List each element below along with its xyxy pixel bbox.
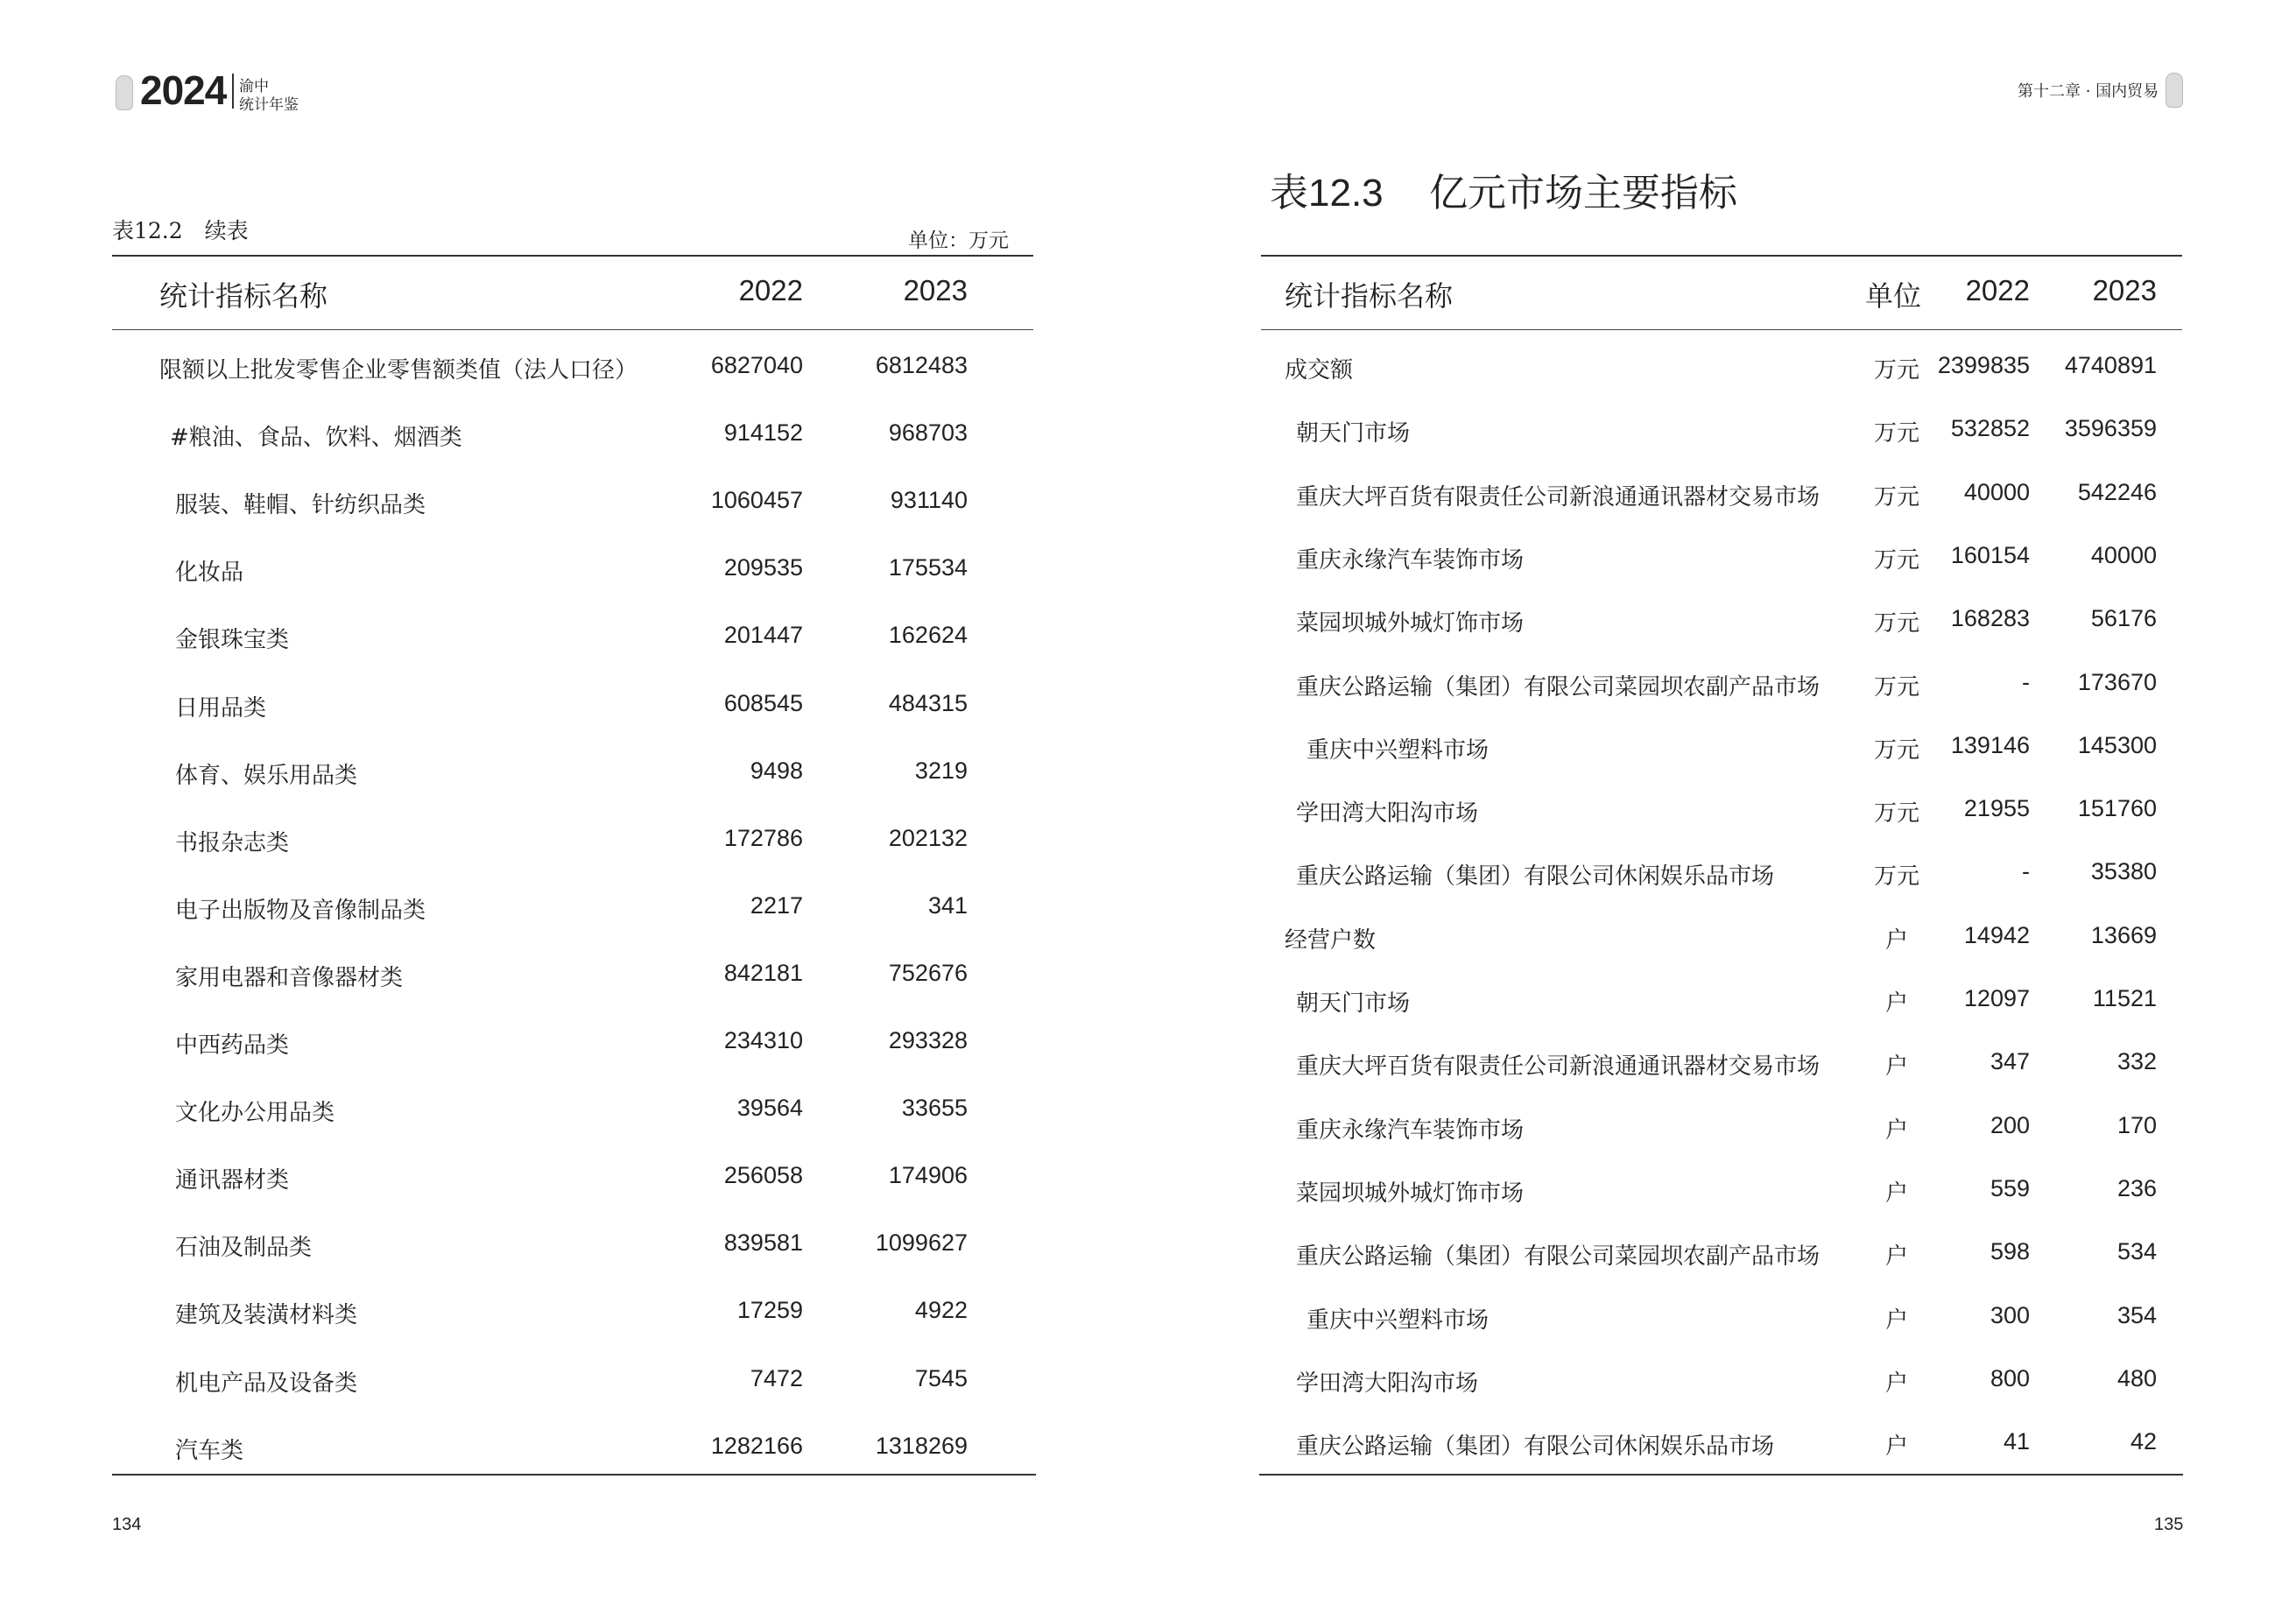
left-row-label: 中西药品类 [175,1032,290,1059]
right-row-label: 学田湾大阳沟市场 [1296,1370,1479,1397]
left-row-label: 文化办公用品类 [175,1100,335,1126]
right-row-2022: 168283 [1950,605,2030,631]
right-row-unit: 户 [1884,990,1908,1017]
yearbook-name-line1: 渝中 [239,78,269,95]
right-row-2023: 35380 [2090,858,2157,884]
right-row-2023: 151760 [2077,795,2157,821]
left-row-2022: 608545 [723,690,803,716]
left-table-unit: 单位：万元 [908,229,1009,252]
right-row-unit: 户 [1884,1053,1908,1080]
right-row-label: 菜园坝城外城灯饰市场 [1296,610,1525,637]
yearbook-year: 2024 [140,67,227,113]
left-row-2022: 172786 [723,825,803,851]
left-table-header-rule [112,329,1033,330]
right-row-2023: 173670 [2077,669,2157,695]
yearbook-name-line2: 统计年鉴 [239,96,299,114]
left-row-2022: 201447 [723,622,803,648]
right-row-2022: 598 [1990,1238,2030,1264]
left-row-2022: 842181 [723,960,803,986]
right-header-indicator: 统计指标名称 [1285,279,1454,313]
right-row-unit: 户 [1884,927,1908,954]
right-row-2022: 14942 [1963,922,2030,948]
left-table-caption: 表12.2 续表 [112,218,249,243]
right-row-label: 重庆大坪百货有限责任公司新浪通通讯器材交易市场 [1296,1053,1821,1080]
yearbook-logo-icon [116,75,133,110]
left-header-indicator: 统计指标名称 [159,279,328,313]
right-header-2022: 2022 [1965,274,2030,306]
right-table-header-rule [1261,329,2182,330]
right-row-2022: 12097 [1963,985,2030,1011]
right-table-top-rule [1261,255,2182,257]
left-row-2023: 6812483 [875,352,968,378]
right-row-label: 经营户数 [1285,927,1377,954]
left-row-2022: 17259 [736,1297,803,1323]
right-header-2023: 2023 [2092,274,2157,306]
right-row-2022: 532852 [1950,415,2030,441]
right-row-label: 成交额 [1285,357,1354,384]
right-row-2023: 145300 [2077,732,2157,758]
right-row-2022: - [2022,858,2030,884]
right-row-label: 重庆永缘汽车装饰市场 [1296,1117,1525,1144]
right-row-2023: 11521 [2092,985,2157,1011]
left-row-label: #粮油、食品、饮料、烟酒类 [170,425,462,451]
left-row-2022: 7472 [750,1365,803,1391]
left-row-2023: 341 [927,892,968,919]
right-table-title: 亿元市场主要指标 [1429,171,1737,215]
right-row-label: 菜园坝城外城灯饰市场 [1296,1180,1525,1207]
right-row-unit: 万元 [1873,420,1919,447]
left-header-2022: 2022 [738,274,803,306]
left-row-2022: 2217 [750,892,803,919]
right-row-label: 学田湾大阳沟市场 [1296,800,1479,827]
right-row-unit: 万元 [1873,610,1919,637]
right-row-2023: 534 [2116,1238,2157,1264]
left-row-2022: 39564 [736,1095,803,1121]
right-header-unit: 单位 [1865,279,1922,313]
left-row-label: 通讯器材类 [175,1167,290,1194]
left-row-label: 建筑及装潢材料类 [175,1302,358,1328]
left-row-2023: 162624 [888,622,968,648]
chapter-logo-icon [2166,73,2183,108]
right-row-label: 重庆公路运输（集团）有限公司休闲娱乐品市场 [1296,863,1775,890]
left-row-label: 石油及制品类 [175,1235,313,1261]
right-row-2023: 236 [2116,1175,2157,1201]
right-row-unit: 万元 [1873,484,1919,511]
left-table-bottom-rule [112,1474,1036,1476]
left-row-2022: 9498 [750,757,803,784]
left-row-2022: 234310 [723,1027,803,1053]
right-row-2022: 200 [1990,1112,2030,1138]
left-row-label: 金银珠宝类 [175,627,290,653]
right-row-unit: 万元 [1873,737,1919,764]
left-row-2023: 7545 [914,1365,968,1391]
right-row-label: 重庆公路运输（集团）有限公司菜园坝农副产品市场 [1296,674,1821,701]
left-row-2023: 1318269 [875,1433,968,1459]
left-row-2023: 202132 [888,825,968,851]
right-row-2023: 332 [2116,1048,2157,1074]
right-row-2022: 21955 [1963,795,2030,821]
right-row-2023: 3596359 [2064,415,2157,441]
page-number-right: 135 [2154,1515,2184,1534]
right-row-label: 重庆公路运输（集团）有限公司菜园坝农副产品市场 [1296,1243,1821,1270]
right-row-unit: 万元 [1873,547,1919,574]
left-row-2023: 484315 [888,690,968,716]
left-row-2022: 1060457 [710,487,803,513]
left-row-2023: 175534 [888,554,968,581]
right-row-label: 重庆公路运输（集团）有限公司休闲娱乐品市场 [1296,1433,1775,1460]
left-row-2023: 752676 [888,960,968,986]
right-row-2023: 170 [2116,1112,2157,1138]
header-divider [232,74,234,109]
right-row-unit: 万元 [1873,863,1919,890]
left-row-label: 汽车类 [175,1438,244,1464]
right-row-2022: 347 [1990,1048,2030,1074]
right-row-unit: 户 [1884,1243,1908,1270]
left-row-label: 体育、娱乐用品类 [175,763,358,789]
left-row-label: 限额以上批发零售企业零售额类值（法人口径） [159,357,638,384]
right-row-unit: 万元 [1873,800,1919,827]
left-row-2022: 839581 [723,1229,803,1256]
right-row-2023: 56176 [2090,605,2157,631]
right-row-unit: 户 [1884,1370,1908,1397]
right-row-2023: 42 [2130,1428,2157,1455]
left-row-2023: 293328 [888,1027,968,1053]
right-row-unit: 户 [1884,1180,1908,1207]
right-row-label: 朝天门市场 [1296,990,1411,1017]
left-row-2023: 4922 [914,1297,968,1323]
left-row-2023: 174906 [888,1162,968,1188]
left-row-label: 家用电器和音像器材类 [175,965,404,991]
right-row-2023: 4740891 [2064,352,2157,378]
right-row-2023: 542246 [2077,479,2157,505]
right-row-2023: 480 [2116,1365,2157,1391]
right-row-2023: 40000 [2090,542,2157,568]
right-table-bottom-rule [1259,1474,2183,1476]
left-row-2023: 931140 [890,487,968,513]
left-row-2022: 256058 [723,1162,803,1188]
right-row-2022: 300 [1990,1302,2030,1328]
right-row-unit: 万元 [1873,357,1919,384]
right-table-title-number: 表12.3 [1270,172,1384,215]
left-row-label: 日用品类 [175,695,267,722]
right-row-2023: 13669 [2090,922,2157,948]
left-row-2022: 1282166 [710,1433,803,1459]
left-row-2023: 968703 [888,419,968,446]
left-row-2022: 209535 [723,554,803,581]
left-row-label: 化妆品 [175,560,244,586]
left-row-2022: 6827040 [710,352,803,378]
left-row-label: 机电产品及设备类 [175,1370,358,1397]
right-row-label: 重庆中兴塑料市场 [1306,737,1490,764]
left-row-2023: 1099627 [875,1229,968,1256]
right-row-unit: 万元 [1873,674,1919,701]
page-number-left: 134 [112,1515,142,1534]
left-row-2023: 33655 [901,1095,968,1121]
right-row-2022: - [2022,669,2030,695]
right-row-label: 重庆中兴塑料市场 [1306,1307,1490,1334]
right-row-label: 重庆大坪百货有限责任公司新浪通通讯器材交易市场 [1296,484,1821,511]
right-row-2022: 40000 [1963,479,2030,505]
right-row-2022: 41 [2003,1428,2030,1455]
left-table-top-rule [112,255,1033,257]
right-row-label: 朝天门市场 [1296,420,1411,447]
left-row-2022: 914152 [723,419,803,446]
right-row-unit: 户 [1884,1433,1908,1460]
right-row-2022: 2399835 [1937,352,2030,378]
left-row-label: 书报杂志类 [175,830,290,856]
left-row-label: 服装、鞋帽、针纺织品类 [175,492,426,518]
left-row-2023: 3219 [914,757,968,784]
right-row-unit: 户 [1884,1117,1908,1144]
right-row-2022: 160154 [1950,542,2030,568]
right-row-label: 重庆永缘汽车装饰市场 [1296,547,1525,574]
left-header-2023: 2023 [903,274,968,306]
right-row-2022: 559 [1990,1175,2030,1201]
chapter-header: 第十二章 · 国内贸易 [2018,82,2159,101]
right-row-2023: 354 [2116,1302,2157,1328]
left-row-label: 电子出版物及音像制品类 [175,898,426,924]
right-row-2022: 800 [1990,1365,2030,1391]
right-row-2022: 139146 [1950,732,2030,758]
right-row-unit: 户 [1884,1307,1908,1334]
